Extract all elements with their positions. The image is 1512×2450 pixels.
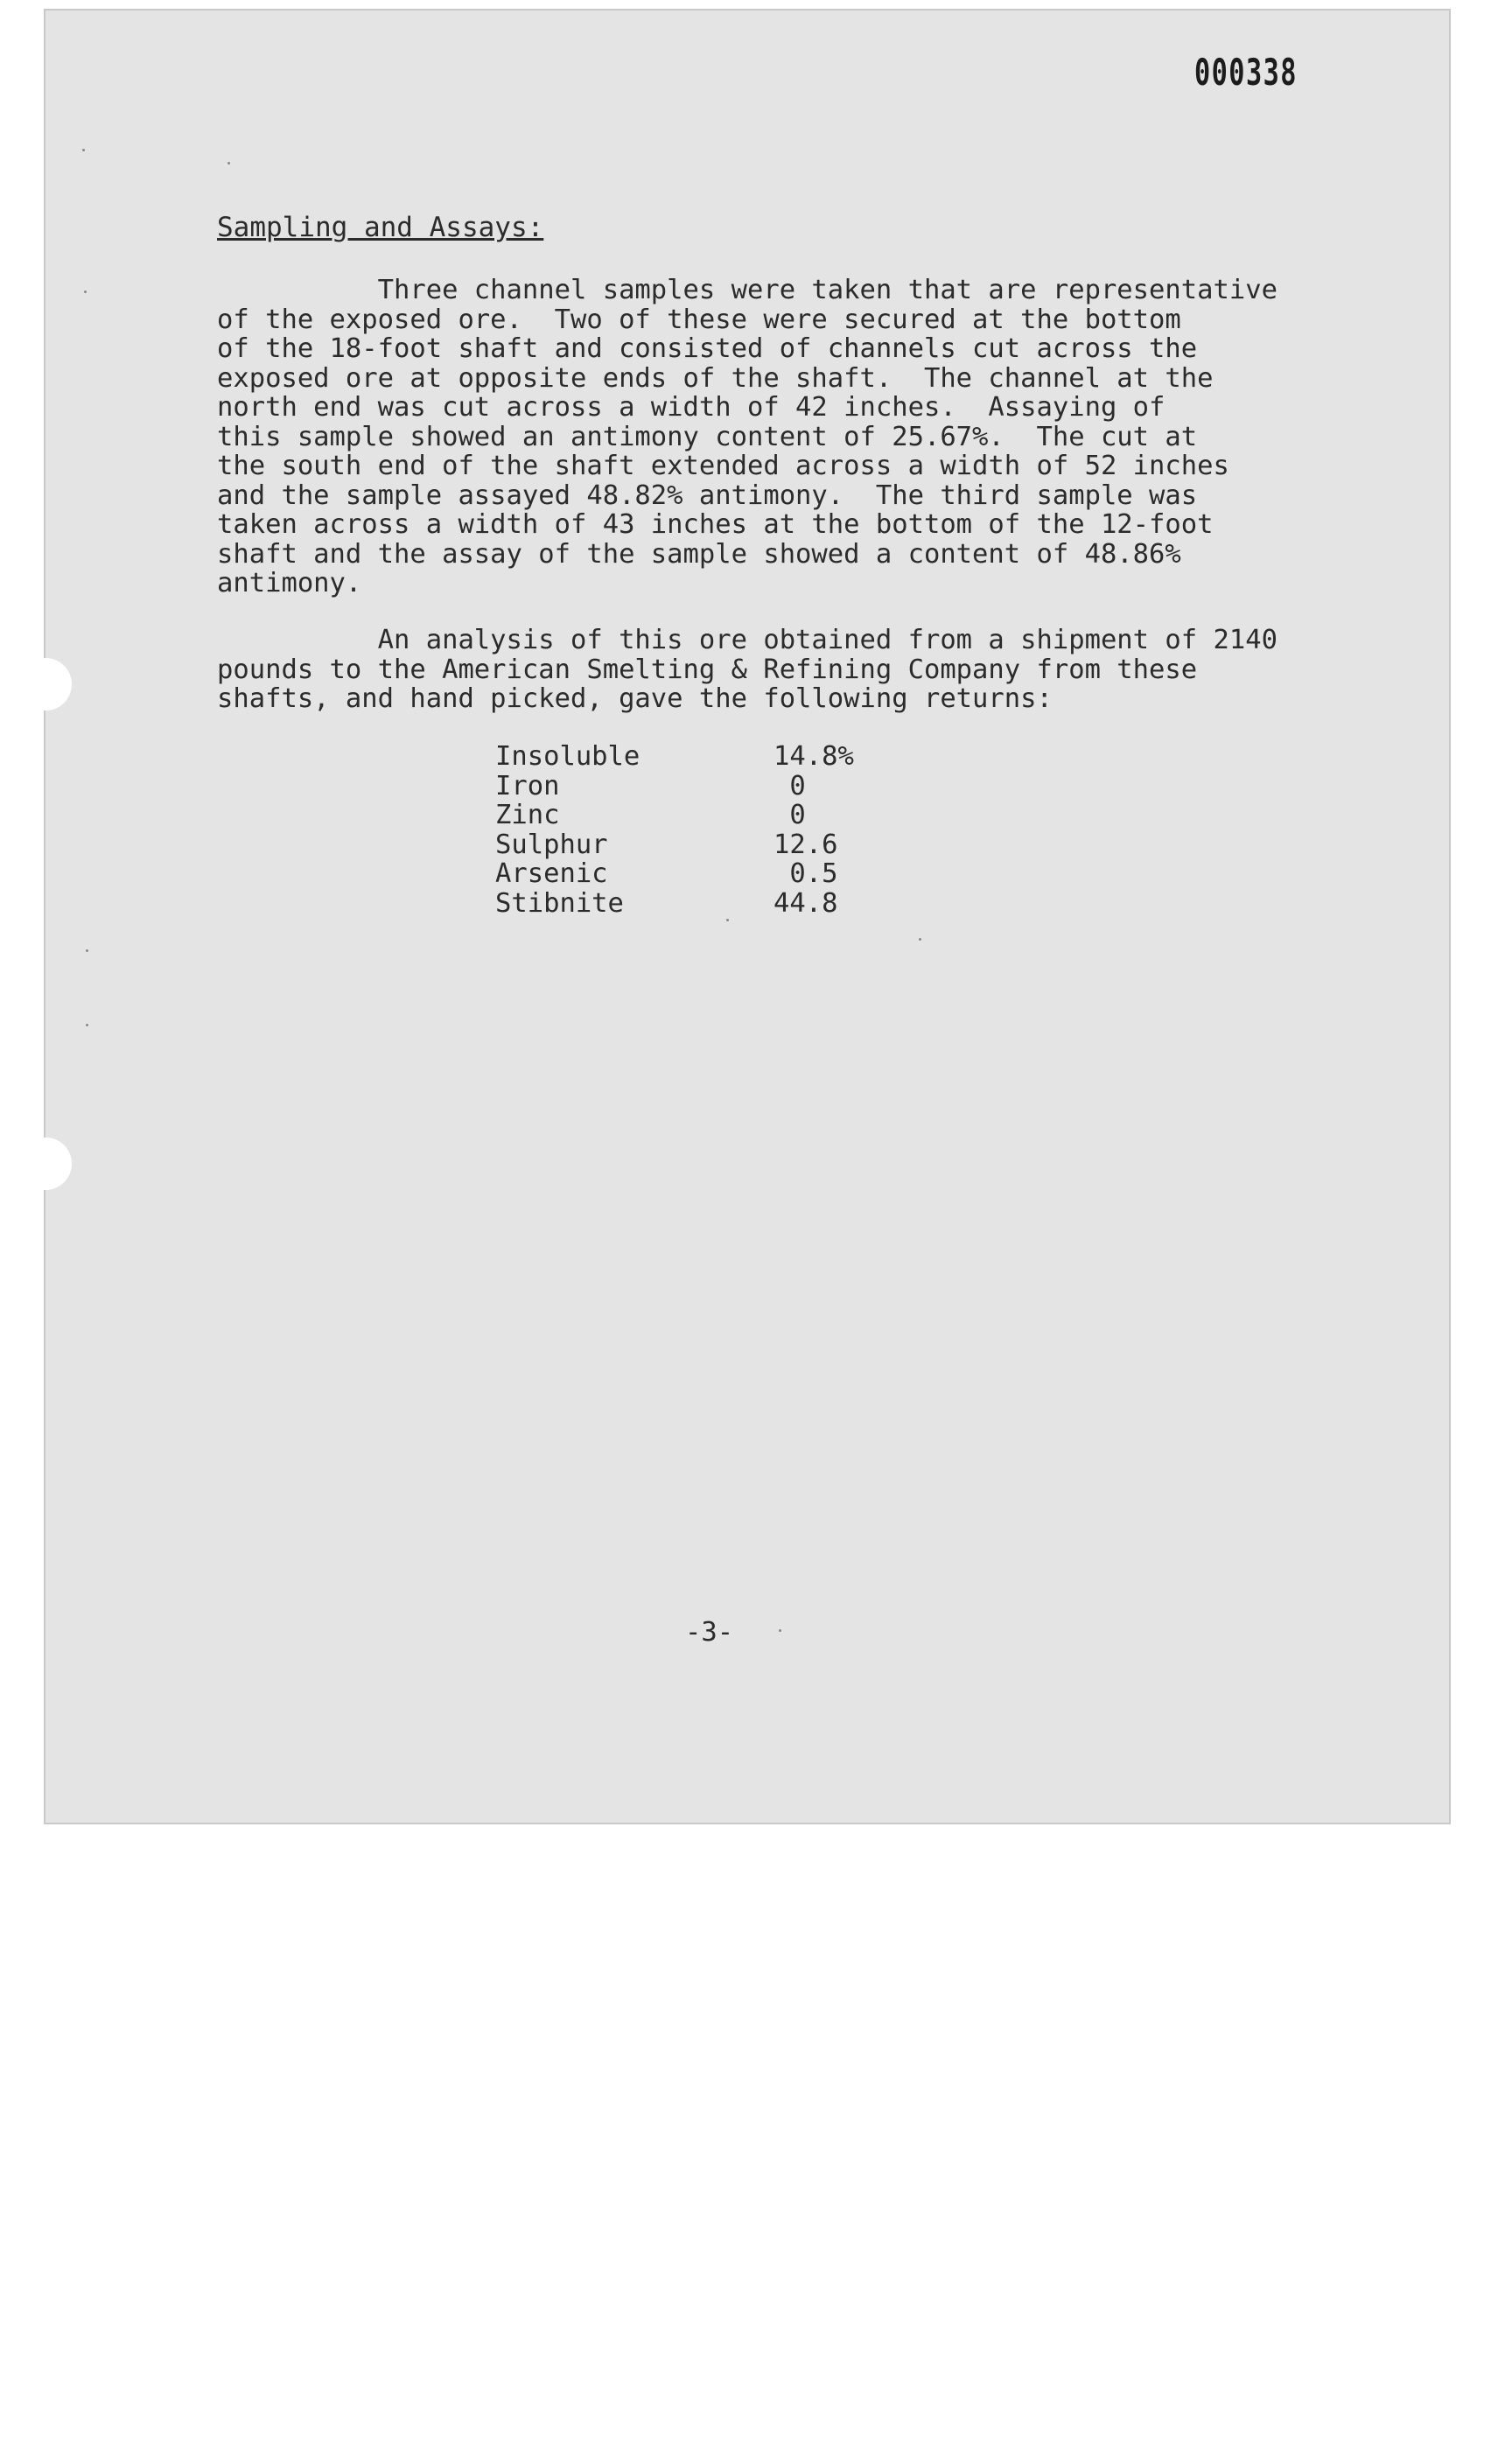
- element-value: 0: [774, 800, 806, 830]
- paper-speck: [84, 290, 87, 293]
- paper-speck: [86, 949, 88, 952]
- page-number: -3-: [685, 1617, 734, 1648]
- paragraph-analysis: An analysis of this ore obtained from a shipment of 2140 pounds to the American Smelting & Refining Company from these shafts, and hand picked, gave the following returns:: [217, 625, 1278, 714]
- element-value: 44.8: [774, 887, 838, 919]
- paper-speck: [919, 938, 921, 941]
- document-number-stamp: 000338: [1194, 51, 1298, 94]
- paper-speck: [779, 1629, 781, 1632]
- element-value: 0.5: [774, 858, 838, 889]
- element-value: 0: [774, 770, 806, 802]
- table-row: [495, 859, 854, 889]
- paper-speck: [86, 1024, 88, 1026]
- element-name: Iron: [495, 770, 560, 802]
- paper-speck: [726, 919, 729, 921]
- paper-speck: [82, 149, 85, 151]
- table-row: [495, 889, 854, 919]
- element-value: 14.8%: [774, 741, 854, 772]
- punch-hole-top: [19, 658, 72, 710]
- section-heading-text: Sampling and Assays:: [217, 212, 544, 243]
- element-name: Stibnite: [495, 887, 624, 919]
- element-value: 12.6: [774, 829, 838, 860]
- element-name: Arsenic: [495, 858, 608, 889]
- punch-hole-bottom: [19, 1138, 72, 1190]
- table-row: [495, 742, 854, 772]
- table-row: [495, 801, 854, 830]
- table-row: [495, 830, 854, 860]
- element-name: Sulphur: [495, 829, 608, 860]
- element-name: Zinc: [495, 800, 560, 830]
- element-name: Insoluble: [495, 741, 640, 772]
- table-row: [495, 772, 854, 802]
- section-heading: [217, 212, 543, 243]
- paragraph-sampling: Three channel samples were taken that are representative of the exposed ore. Two of these were secured at the bottom of the 18-foot shaft and consisted of channels cut across the exposed ore at opposite ends of the shaft. The channel at the north end was cut across a width of 42 inches. Assaying of this sample showed an antimony content of 25.67%. The cut at the south end of the shaft extended across a width of 52 inches and the sample assayed 48.82% antimony. The third sample was taken across a width of 43 inches at the bottom of the 12-foot shaft and the assay of the sample showed a content of 48.86% antimony.: [217, 275, 1278, 598]
- paper-speck: [228, 162, 230, 164]
- analysis-returns-table: [495, 742, 854, 918]
